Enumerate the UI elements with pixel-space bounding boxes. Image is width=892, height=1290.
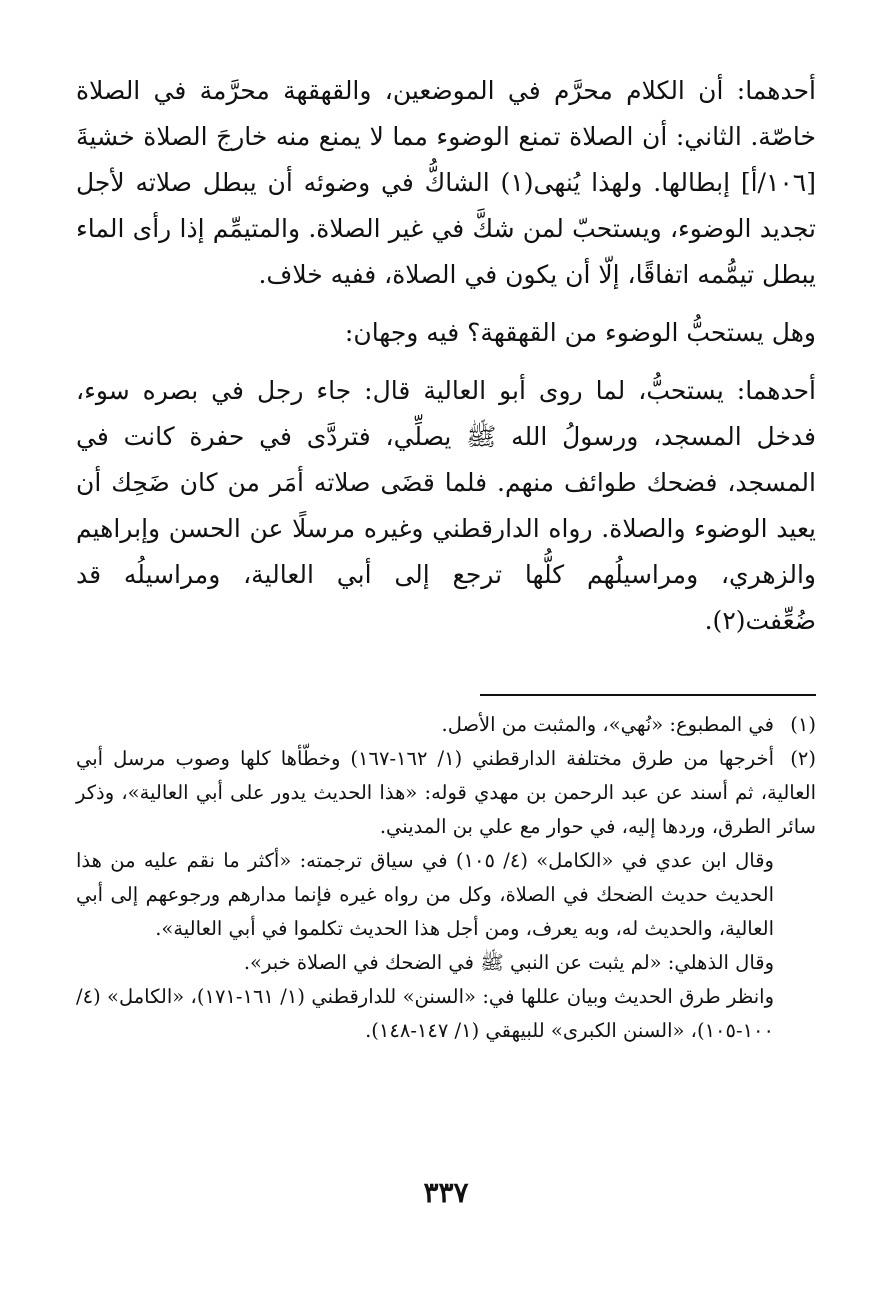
footnote-number: (٢) — [790, 747, 816, 770]
footnote-divider — [480, 694, 816, 696]
paragraph: أحدهما: يستحبُّ، لما روى أبو العالية قال: جاء رجل في بصره سوء، فدخل المسجد، ورسولُ الله ﷺ يصلِّي، فتردَّى في حفرة كانت في المسجد، فضحك طوائف منهم. فلما قضَى صلاته أمَر من كان ضَحِك أن يعيد الوضوء والصلاة. رواه الدارقطني وغيره مرسلًا عن الحسن وإبراهيم والزهري، ومراسيلُهم كلُّها ترجع إلى أبي العالية، ومراسيلُه قد ضُعِّفت(٢). — [76, 376, 816, 635]
paragraph: وهل يستحبُّ الوضوء من القهقهة؟ فيه وجهان: — [344, 318, 816, 347]
paragraph: أحدهما: أن الكلام محرَّم في الموضعين، والقهقهة محرَّمة في الصلاة خاصّة. الثاني: أن الصلاة تمنع الوضوء مما لا يمنع منه خارجَ الصلاة خشيةَ [١٠٦/أ] إبطالها. ولهذا يُنهى(١) الشاكُّ في وضوئه أن يبطل صلاته لأجل تجديد الوضوء، ويستحبّ لمن شكَّ في غير الصلاة. والمتيمِّم إذا رأى الماء يبطل تيمُّمه اتفاقًا، إلّا أن يكون في الصلاة، ففيه خلاف. — [76, 76, 817, 289]
footnote-text: أخرجها من طرق مختلفة الدارقطني (١/ ١٦٢-١٦٧) وخطّأها كلها وصوب مرسل أبي العالية، ثم أسند عن عبد الرحمن بن مهدي قوله: «هذا الحديث يدور على أبي العالية»، وذكر سائر الطرق، وردها إليه، في حوار مع علي بن المديني. — [76, 747, 817, 838]
page-number: ٣٣٧ — [423, 1176, 469, 1209]
footnote-continuation: وقال الذهلي: «لم يثبت عن النبي ﷺ في الضحك في الصلاة خبر». — [243, 951, 774, 974]
footnote-item — [76, 708, 816, 742]
footnote-continuation: وقال ابن عدي في «الكامل» (٤/ ١٠٥) في سياق ترجمته: «أكثر ما نقم عليه من هذا الحديث حديث الضحك في الصلاة، وكل من رواه غيره فإنما مدارهم ورجوعهم إلى أبي العالية، والحديث له، وبه يعرف، ومن أجل هذا الحديث تكلموا في أبي العالية». — [76, 849, 774, 940]
footnote-continuation: وانظر طرق الحديث وبيان عللها في: «السنن» للدارقطني (١/ ١٦١-١٧١)، «الكامل» (٤/ ١٠٠-١٠٥)، «السنن الكبرى» للبيهقي (١/ ١٤٧-١٤٨). — [76, 985, 774, 1042]
footnote-item — [76, 742, 816, 844]
book-page — [76, 68, 816, 1290]
footnote-number: (١) — [790, 713, 816, 736]
footnote-text: في المطبوع: «نُهي»، والمثبت من الأصل. — [441, 713, 774, 736]
main-text — [76, 68, 816, 644]
footnotes — [76, 708, 816, 1048]
